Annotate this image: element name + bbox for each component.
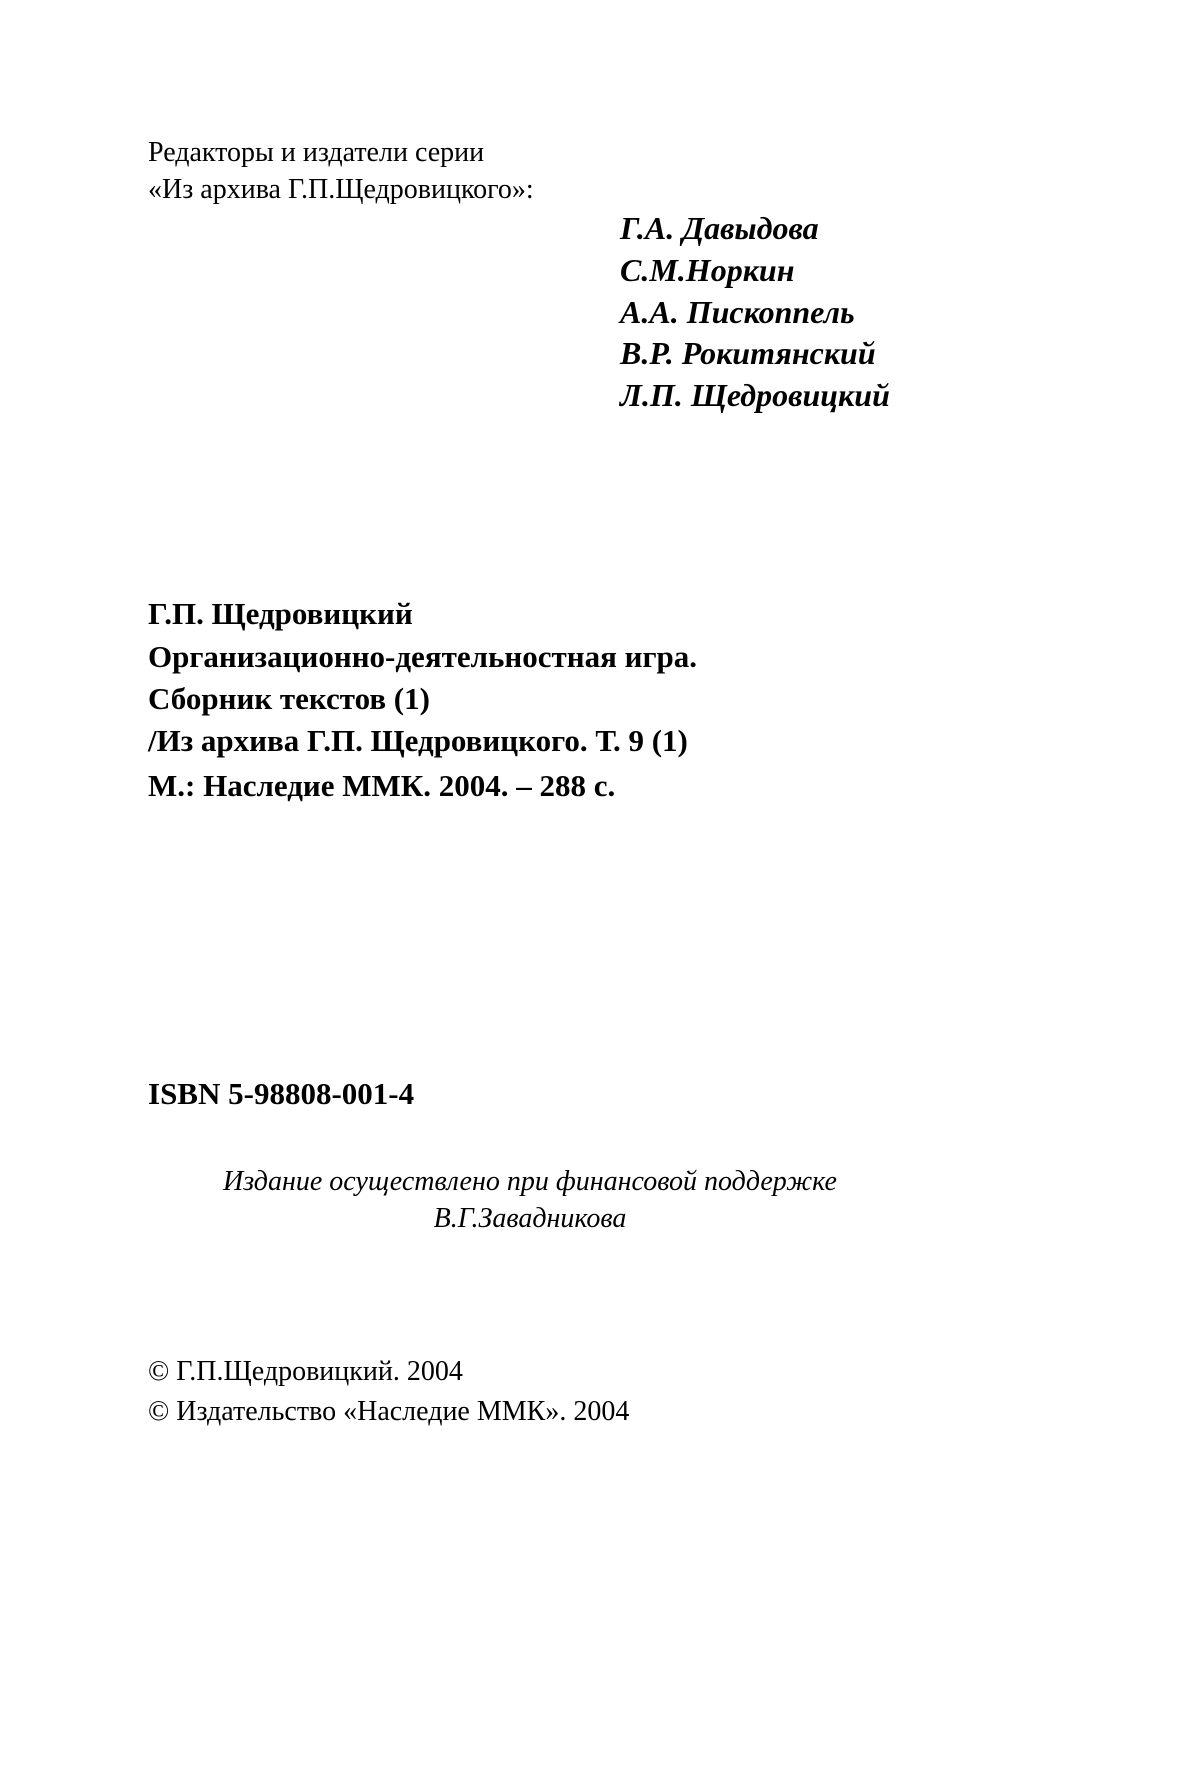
author-line: Г.П. Щедровицкий [148,596,413,631]
series-line: /Из архива Г.П. Щедровицкого. Т. 9 (1) [148,723,688,758]
series-heading-line1: Редакторы и издатели серии [148,137,485,168]
copyright-author: © Г.П.Щедровицкий. 2004 [148,1356,463,1387]
series-heading-line2: «Из архива Г.П.Щедровицкого»: [148,174,534,205]
copyright-publisher: © Издательство «Наследие ММК». 2004 [148,1396,630,1427]
imprint-line: М.: Наследие ММК. 2004. – 288 с. [148,768,616,803]
title-line: Организационно-деятельностная игра. [148,639,698,674]
editor-name: Л.П. Щедровицкий [620,377,890,413]
editor-name: А.А. Пископпель [620,294,855,330]
editor-name: Г.А. Давыдова [620,210,819,246]
funding-line2: В.Г.Завадникова [433,1203,627,1234]
editor-name: В.Р. Рокитянский [620,335,876,371]
funding-line1: Издание осуществлено при финансовой поддержке [223,1166,837,1197]
editor-name: С.М.Норкин [620,252,795,288]
subtitle-line: Сборник текстов (1) [148,681,430,716]
isbn: ISBN 5-98808-001-4 [148,1076,415,1111]
